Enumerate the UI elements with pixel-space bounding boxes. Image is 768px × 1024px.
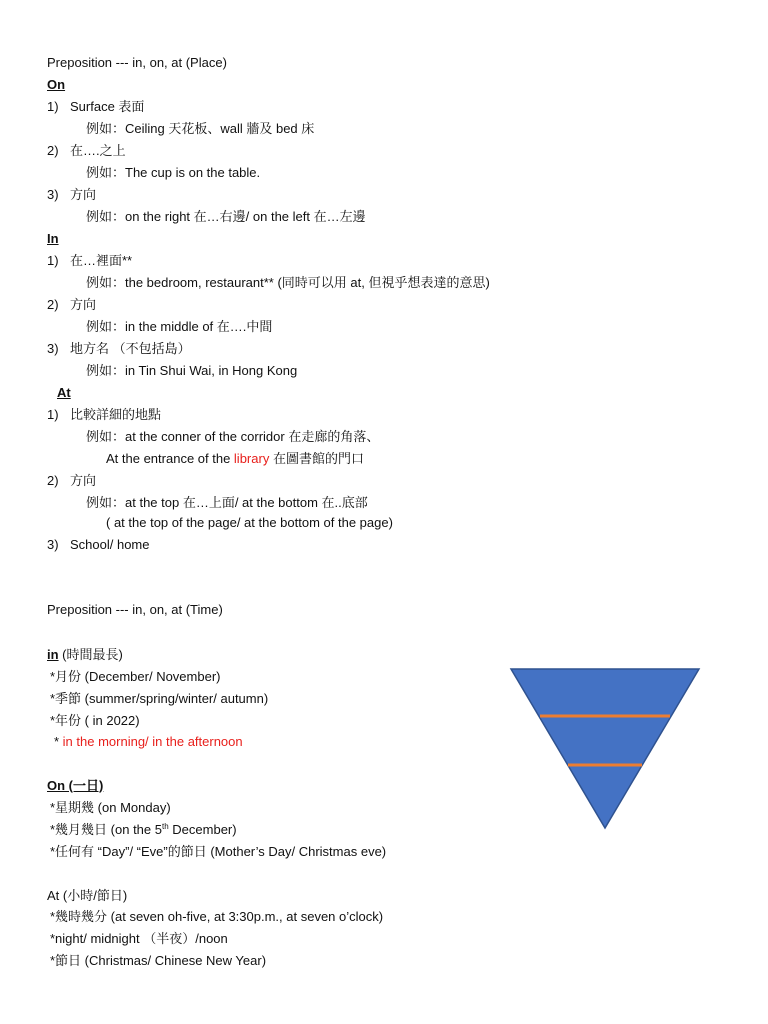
time-in-item-2: *季節 (summer/spring/winter/ autumn) xyxy=(50,691,269,706)
time-at-heading: At xyxy=(47,888,60,903)
place-on-item-2-num: 2) xyxy=(47,143,59,158)
time-on-item-1: *星期幾 (on Monday) xyxy=(50,800,171,815)
place-in-item-2: 方向 xyxy=(70,297,97,312)
place-at-example-1b-pre: At the entrance of the xyxy=(106,451,234,466)
time-at-item-2: *night/ midnight （半夜）/noon xyxy=(50,931,228,946)
place-in-example-2: 例如：in the middle of 在….中間 xyxy=(86,319,273,334)
place-on-example-3: 例如：on the right 在…右邊/ on the left 在…左邊 xyxy=(86,209,366,224)
place-at-example-1: 例如：at the conner of the corridor 在走廊的角落、 xyxy=(86,429,380,444)
place-on-item-1: Surface 表面 xyxy=(70,99,145,114)
place-at-item-1-num: 1) xyxy=(47,407,59,422)
place-on-item-3-num: 3) xyxy=(47,187,59,202)
place-in-example-3: 例如：in Tin Shui Wai, in Hong Kong xyxy=(86,363,298,378)
place-in-item-3-num: 3) xyxy=(47,341,59,356)
place-at-example-1b-post: 在圖書館的門口 xyxy=(269,451,364,466)
place-at-example-1b-red: library xyxy=(233,451,270,466)
time-on-heading: On (一日) xyxy=(47,778,104,793)
place-at-item-3: School/ home xyxy=(70,537,150,552)
time-in-note: (時間最長) xyxy=(58,647,123,662)
time-on-item-2-pre: *幾月幾日 (on the 5 xyxy=(50,822,162,837)
place-in-item-1-num: 1) xyxy=(47,253,59,268)
place-title: Preposition --- in, on, at (Place) xyxy=(47,55,227,70)
place-at-example-2b: ( at the top of the page/ at the bottom of the page) xyxy=(106,515,393,530)
place-at-example-2: 例如：at the top 在…上面/ at the bottom 在..底部 xyxy=(86,495,368,510)
place-at-heading: At xyxy=(57,385,71,400)
time-at-note: (小時/節日) xyxy=(59,888,128,903)
place-on-example-2: 例如：The cup is on the table. xyxy=(86,165,261,180)
place-on-item-1-num: 1) xyxy=(47,99,59,114)
time-in-item-4-star: * xyxy=(54,734,63,749)
place-in-example-1: 例如：the bedroom, restaurant** (同時可以用 at, 但視乎想表達的意思) xyxy=(86,275,490,290)
place-in-item-1: 在…裡面** xyxy=(70,253,133,268)
place-in-item-2-num: 2) xyxy=(47,297,59,312)
time-in-item-3: *年份 ( in 2022) xyxy=(50,713,140,728)
place-at-item-3-num: 3) xyxy=(47,537,59,552)
place-at-item-1: 比較詳細的地點 xyxy=(70,407,162,422)
place-on-item-2: 在….之上 xyxy=(70,143,126,158)
time-at-item-1: *幾時幾分 (at seven oh-five, at 3:30p.m., at seven o’clock) xyxy=(50,909,384,924)
inverted-triangle xyxy=(511,669,699,828)
time-at-item-3: *節日 (Christmas/ Chinese New Year) xyxy=(50,953,267,968)
time-on-item-2-sup: th xyxy=(162,822,169,831)
time-in-item-4-text: in the morning/ in the afternoon xyxy=(62,734,243,749)
time-on-item-2-post: December) xyxy=(168,822,237,837)
place-on-example-1: 例如：Ceiling 天花板、wall 牆及 bed 床 xyxy=(86,121,315,136)
place-on-heading: On xyxy=(47,77,66,92)
time-on-item-3: *任何有 “Day”/ “Eve”的節日 (Mother’s Day/ Christmas eve) xyxy=(50,844,387,859)
place-at-item-2: 方向 xyxy=(70,473,97,488)
place-at-item-2-num: 2) xyxy=(47,473,59,488)
place-on-item-3: 方向 xyxy=(70,187,97,202)
time-in-item-1: *月份 (December/ November) xyxy=(50,669,221,684)
place-in-item-3: 地方名 （不包括島） xyxy=(70,341,191,356)
place-in-heading: In xyxy=(47,231,59,246)
time-in-heading: in xyxy=(47,647,59,662)
time-title: Preposition --- in, on, at (Time) xyxy=(47,602,223,617)
